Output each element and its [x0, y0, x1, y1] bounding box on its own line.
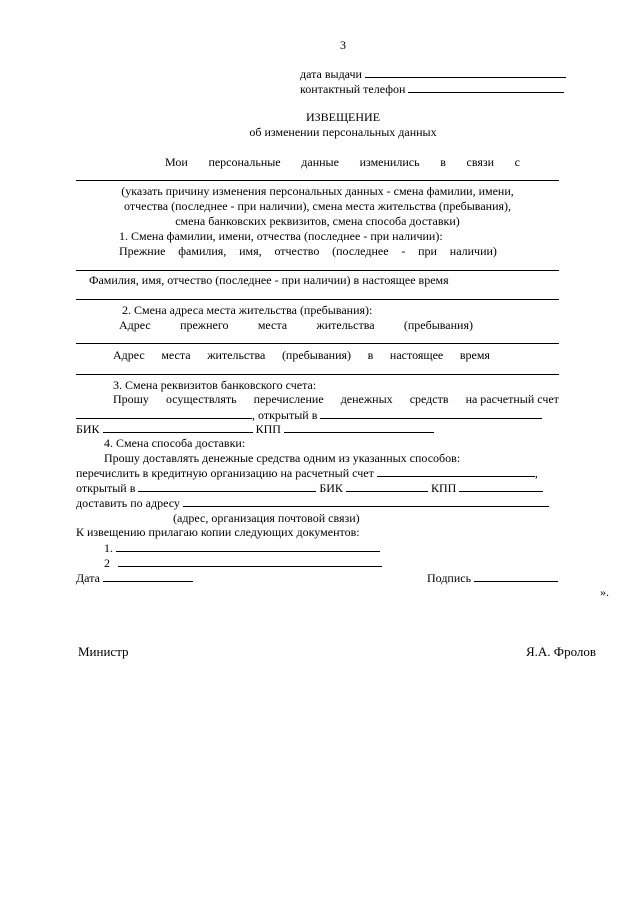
- section2-current: [113, 348, 490, 362]
- document-title: ИЗВЕЩЕНИЕ: [305, 110, 381, 124]
- signature-label: Подпись: [427, 571, 472, 585]
- word: места: [161, 348, 191, 362]
- attachment-line-2[interactable]: [118, 555, 382, 567]
- word: (пребывания): [281, 348, 352, 362]
- date-field: [76, 570, 193, 585]
- closing-quote: ».: [600, 585, 609, 599]
- section1-current: Фамилия, имя, отчество (последнее - при наличии) в настоящее время: [89, 273, 449, 287]
- deliver-row: [76, 495, 549, 510]
- kpp-line-2[interactable]: [459, 480, 543, 492]
- word: места: [257, 318, 288, 332]
- attachment-line-1[interactable]: [116, 540, 380, 552]
- intro-word: изменились: [359, 155, 420, 169]
- kpp-label-2: КПП: [430, 481, 457, 495]
- previous-address-line[interactable]: [76, 343, 559, 344]
- word: жительства: [207, 348, 266, 362]
- word: Адрес: [119, 318, 151, 332]
- section4-request: Прошу доставлять денежные средства одним из указанных способов:: [104, 451, 461, 465]
- issue-date-field[interactable]: [300, 66, 566, 81]
- bik-line-2[interactable]: [346, 480, 428, 492]
- signature-field: [427, 570, 558, 585]
- reason-hint-1: (указать причину изменения персональных данных - смена фамилии, имени,: [121, 184, 514, 198]
- word: имя,: [239, 244, 262, 258]
- issue-date-line[interactable]: [365, 66, 566, 78]
- bik-kpp-row: [76, 421, 434, 436]
- intro-word: персональные: [208, 155, 281, 169]
- word: (пребывания): [403, 318, 473, 332]
- section2-heading: 2. Смена адреса места жительства (пребывания):: [122, 303, 373, 317]
- reason-hint-2: отчества (последнее - при наличии), смена места жительства (пребывания),: [123, 199, 512, 213]
- phone-field[interactable]: [300, 81, 564, 96]
- word: фамилия,: [178, 244, 227, 258]
- word: средств: [409, 392, 449, 406]
- section2-previous: [119, 318, 473, 332]
- document-subtitle: об изменении персональных данных: [249, 125, 437, 139]
- bik-line[interactable]: [103, 421, 253, 433]
- attachment-item: [104, 555, 382, 570]
- date-line[interactable]: [103, 570, 193, 582]
- minister-title: Министр: [78, 644, 129, 659]
- word: прежнего: [180, 318, 229, 332]
- current-name-line[interactable]: [76, 299, 559, 300]
- issue-date-label: дата выдачи: [300, 67, 362, 81]
- address-hint: (адрес, организация почтовой связи): [173, 511, 360, 525]
- word: в: [367, 348, 374, 362]
- intro-word: с: [514, 155, 520, 169]
- kpp-label: КПП: [255, 422, 281, 436]
- transfer-label: перечислить в кредитную организацию на расчетный счет: [76, 466, 374, 480]
- word: время: [459, 348, 490, 362]
- intro-line: [165, 155, 520, 169]
- word: настоящее: [389, 348, 444, 362]
- phone-line[interactable]: [408, 81, 564, 93]
- word: осуществлять: [165, 392, 237, 406]
- opened-in-label: , открытый в: [252, 408, 318, 422]
- signature-line[interactable]: [474, 570, 558, 582]
- page-number: 3: [340, 38, 346, 52]
- comma: ,: [534, 466, 538, 480]
- transfer-row: [76, 465, 538, 480]
- word: жительства: [316, 318, 375, 332]
- attachment-number: 1.: [104, 541, 113, 555]
- word: Прошу: [113, 392, 149, 406]
- account-number-line[interactable]: [76, 407, 252, 419]
- opened-in-label-2: открытый в: [76, 481, 136, 495]
- word: (последнее: [332, 244, 389, 258]
- bank-name-line-2[interactable]: [138, 480, 316, 492]
- attachment-number: 2: [104, 556, 110, 570]
- word: отчество: [274, 244, 320, 258]
- transfer-account-line[interactable]: [377, 465, 535, 477]
- word: денежных: [340, 392, 393, 406]
- account-row: [76, 407, 542, 422]
- section3-request: [113, 392, 559, 406]
- word: на расчетный счет: [465, 392, 559, 406]
- attachment-item: [104, 540, 380, 555]
- intro-word: в: [440, 155, 446, 169]
- word: Адрес: [113, 348, 145, 362]
- kpp-line[interactable]: [284, 421, 434, 433]
- intro-word: Мои: [165, 155, 188, 169]
- attachments-heading: К извещению прилагаю копии следующих документов:: [76, 525, 360, 539]
- section4-heading: 4. Смена способа доставки:: [104, 436, 246, 450]
- phone-label: контактный телефон: [300, 82, 406, 96]
- word: перечисление: [253, 392, 324, 406]
- current-address-line[interactable]: [76, 374, 559, 375]
- word: Прежние: [119, 244, 166, 258]
- bank-name-line[interactable]: [320, 407, 542, 419]
- reason-line[interactable]: [76, 180, 559, 181]
- section1-previous: [119, 244, 497, 258]
- previous-name-line[interactable]: [76, 270, 559, 271]
- word: при: [418, 244, 437, 258]
- bik-label: БИК: [76, 422, 100, 436]
- reason-hint-3: смена банковских реквизитов, смена способа доставки): [175, 214, 460, 228]
- word: наличии): [449, 244, 497, 258]
- section1-heading: 1. Смена фамилии, имени, отчества (последнее - при наличии):: [119, 229, 443, 243]
- bik-label-2: БИК: [319, 481, 343, 495]
- intro-word: связи: [466, 155, 495, 169]
- deliver-address-line[interactable]: [183, 495, 549, 507]
- section3-heading: 3. Смена реквизитов банковского счета:: [113, 378, 317, 392]
- word: -: [401, 244, 406, 258]
- deliver-label: доставить по адресу: [76, 496, 180, 510]
- date-label: Дата: [76, 571, 100, 585]
- intro-word: данные: [301, 155, 339, 169]
- opened-row: [76, 480, 543, 495]
- minister-name: Я.А. Фролов: [526, 644, 597, 659]
